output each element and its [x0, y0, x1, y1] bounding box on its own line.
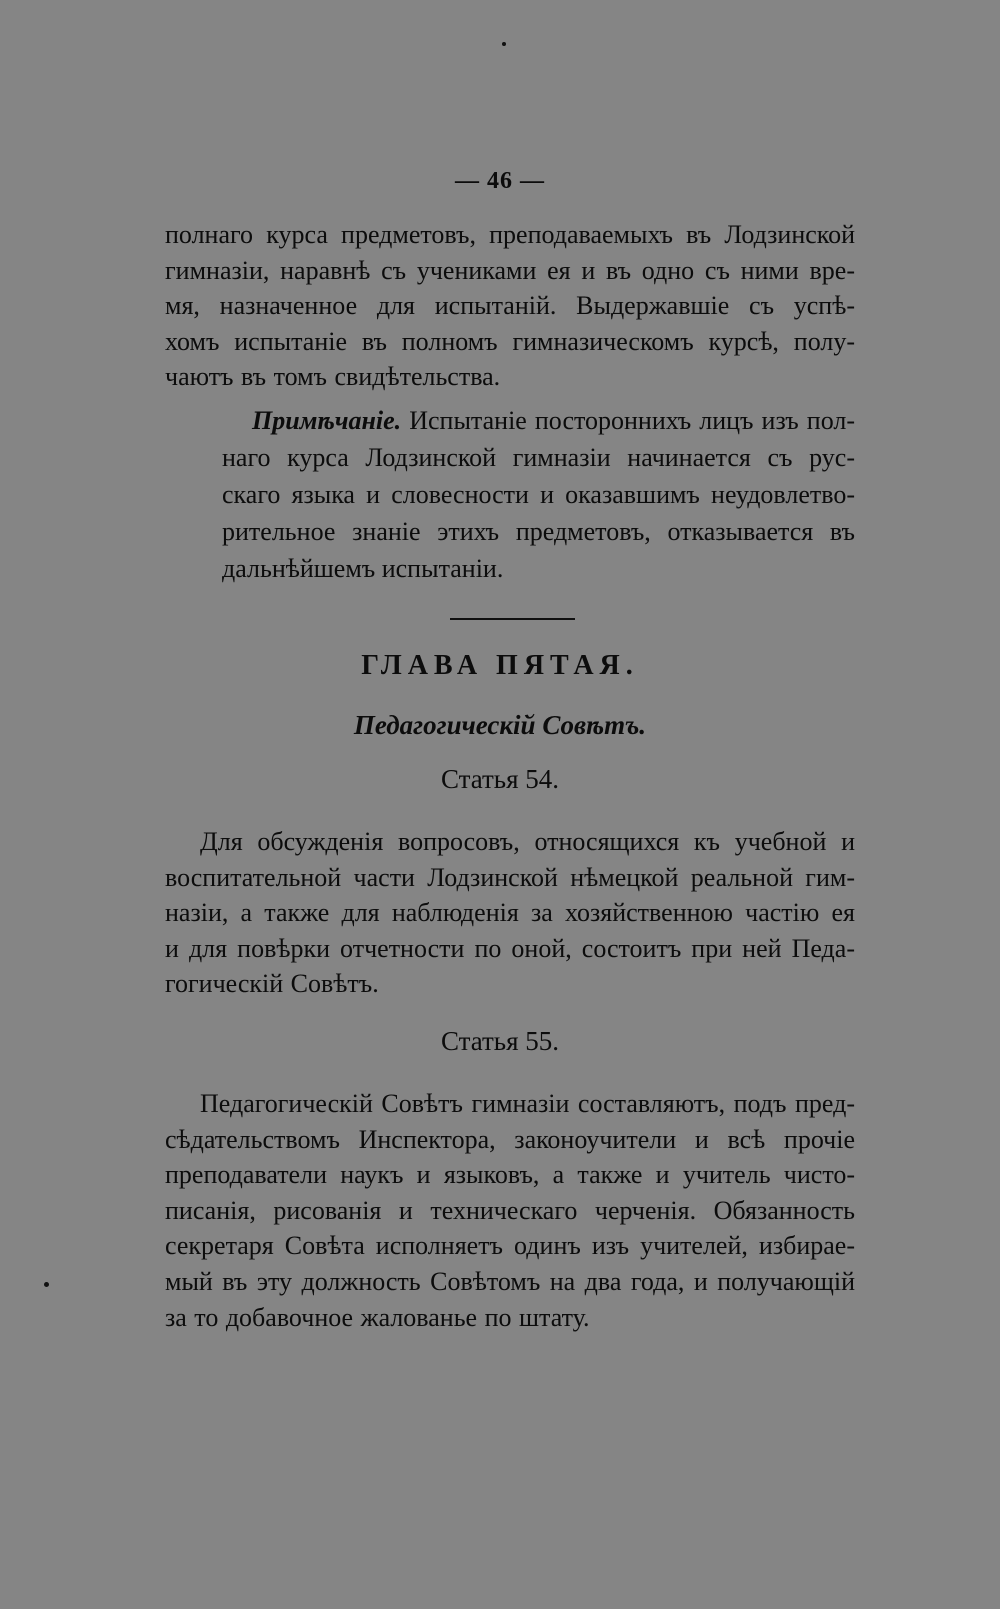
- article-55-text: [165, 1086, 855, 1335]
- text-line: гогическій Совѣтъ.: [165, 969, 379, 999]
- note-first-line: [222, 402, 855, 439]
- note-line: рительное знаніе этихъ предметовъ, отказывается въ: [222, 517, 855, 546]
- text-line: хомъ испытаніе въ полномъ гимназическомъ курсѣ, полу-: [165, 326, 855, 356]
- chapter-subtitle: Педагогическій Совѣтъ.: [353, 710, 647, 740]
- ink-speck: [44, 1282, 49, 1287]
- text-line: чаютъ въ томъ свидѣтельства.: [165, 362, 501, 392]
- text-line: Для обсужденія вопросовъ, относящихся къ учебной и: [200, 827, 855, 856]
- text-line: преподаватели наукъ и языковъ, а также и учитель чисто-: [165, 1160, 855, 1190]
- article-54-text: [165, 824, 855, 1002]
- note-first-line-text: Испытаніе постороннихъ лицъ изъ пол-: [401, 406, 855, 435]
- text-line: писанія, рисованія и техническаго черченія. Обязанность: [165, 1195, 855, 1225]
- paragraph-continuation: [165, 217, 855, 395]
- text-line: гимназіи, наравнѣ съ учениками ея и въ одно съ ними вре-: [165, 255, 855, 285]
- note-line: скаго языка и словесности и оказавшимъ неудовлетво-: [222, 480, 855, 509]
- article-heading: Статья 54.: [440, 764, 560, 794]
- text-line: и для повѣрки отчетности по оной, состоитъ при ней Педа-: [165, 933, 855, 963]
- page-number: — 46 —: [455, 168, 545, 194]
- note: [222, 402, 855, 587]
- article-heading: Статья 55.: [440, 1026, 560, 1056]
- text-line: полнаго курса предметовъ, преподаваемыхъ въ Лодзинской: [165, 220, 855, 249]
- text-line: секретаря Совѣта исполняетъ одинъ изъ учителей, избирае-: [165, 1231, 855, 1261]
- ink-speck: [502, 42, 506, 46]
- text-line: мя, назначенное для испытаній. Выдержавшіе съ успѣ-: [165, 291, 855, 321]
- text-line: назіи, а также для наблюденія за хозяйственною частію ея: [165, 898, 855, 928]
- note-label: Примѣчаніе.: [252, 406, 402, 435]
- text-line: сѣдательствомъ Инспектора, законоучители и всѣ прочіе: [165, 1124, 855, 1154]
- note-line: дальнѣйшемъ испытаніи.: [222, 554, 504, 583]
- section-divider: [450, 618, 575, 620]
- note-line: наго курса Лодзинской гимназіи начинается съ рус-: [222, 443, 855, 472]
- text-line: Педагогическій Совѣтъ гимназіи составляютъ, подъ пред-: [200, 1089, 855, 1118]
- text-line: воспитательной части Лодзинской нѣмецкой реальной гим-: [165, 862, 855, 892]
- chapter-title: ГЛАВА ПЯТАЯ.: [361, 650, 639, 681]
- text-line: мый въ эту должность Совѣтомъ на два года, и получающій: [165, 1266, 855, 1296]
- text-line: за то добавочное жалованье по штату.: [165, 1302, 590, 1332]
